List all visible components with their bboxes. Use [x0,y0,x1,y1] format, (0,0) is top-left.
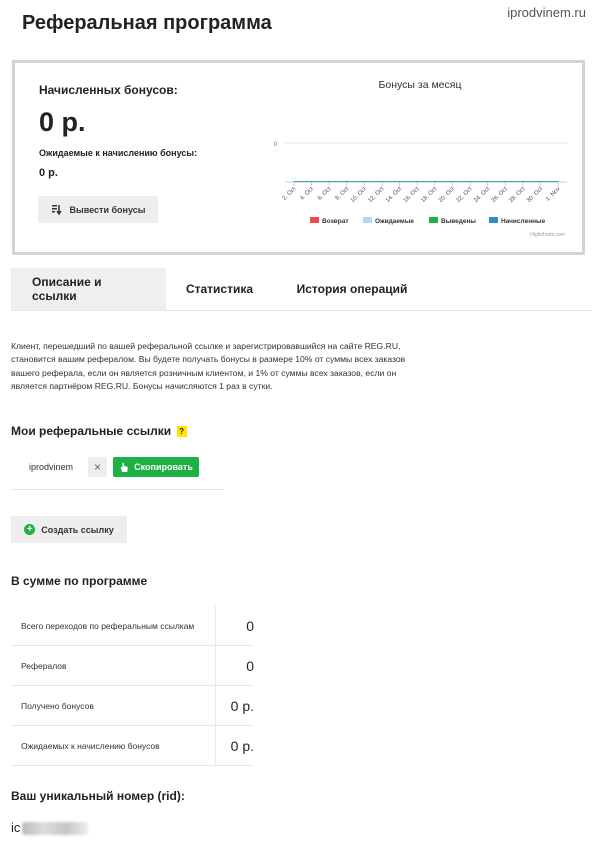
copy-link-label: Скопировать [134,462,193,472]
rid-redacted [22,822,88,835]
accrued-bonus-label: Начисленных бонусов: [39,83,178,97]
x-tick-label: 30. Oct [526,186,544,205]
table-row [11,606,254,646]
create-link-button[interactable] [11,516,127,543]
referral-links-title-text: Мои реферальные ссылки [11,424,172,438]
chart-title: Бонусы за месяц [378,79,462,91]
tabs-bar [11,268,592,311]
withdraw-bonus-button[interactable] [38,196,158,223]
summary-row-value: 0 р. [216,686,255,726]
summary-table [11,606,254,766]
x-tick-label: 14. Oct [385,186,403,205]
summary-row-label: Ожидаемых к начислению бонусов [11,726,216,766]
x-tick-label: 26. Oct [490,186,509,205]
x-tick-label: 1. Nov [545,186,562,203]
plus-circle-icon: + [24,524,35,535]
x-tick-label: 8. Oct [334,186,351,202]
bonus-panel [12,60,585,255]
legend-swatch [429,217,438,223]
withdraw-bonus-label: Вывести бонусы [69,204,146,215]
expected-bonus-value: 0 р. [39,167,58,179]
x-tick-label: 12. Oct [367,186,386,205]
expected-bonus-label: Ожидаемые к начислению бонусы: [39,148,198,158]
legend-label: Возврат [322,218,349,225]
rid-value: ic [11,820,21,835]
referral-link-name: iprodvinem [29,462,74,472]
summary-row-label: Рефералов [11,646,216,686]
x-tick-label: 28. Oct [508,186,527,205]
tab-statistics[interactable]: Статистика [185,282,254,296]
x-tick-label: 2. Oct [281,186,298,202]
x-tick-label: 20. Oct [437,186,456,205]
program-description: Клиент, перешедший по вашей реферальной ссылке и зарегистрировавшийся на сайте REG.RU, становится вашим рефералом. Вы будете получать бонусы в размере 10% от суммы всех заказов вашего реферала, если он является розничным клиентом, и 1% от суммы всех заказов, если он является партнёром REG.RU. Бонусы начисляются 1 раз в сутки. [11,341,406,392]
legend-label: Выведены [441,218,476,225]
summary-title: В сумме по программе [11,574,148,588]
referral-links-title [11,424,187,438]
tab-description-links[interactable]: Описание и ссылки [11,268,166,310]
summary-row-label: Получено бонусов [11,686,216,726]
legend-swatch [363,217,372,223]
accrued-bonus-value: 0 р. [39,107,86,137]
x-tick-label: 16. Oct [402,186,421,205]
rid-title: Ваш уникальный номер (rid): [11,789,185,803]
summary-row-value: 0 [216,646,255,686]
x-tick-label: 10. Oct [349,186,368,205]
x-tick-label: 18. Oct [420,186,439,205]
bonus-chart [255,71,575,243]
x-tick-label: 4. Oct [299,186,315,202]
copy-link-button[interactable] [113,457,199,477]
x-tick-label: 22. Oct [455,186,474,205]
y-tick-label: 0 [273,142,277,148]
summary-row-value: 0 [216,606,255,646]
page-title: Реферальная программа [22,12,272,34]
summary-row-value: 0 р. [216,726,255,766]
table-row [11,726,254,766]
copy-hand-icon [119,462,129,473]
help-icon[interactable]: ? [177,426,187,437]
table-row [11,686,254,726]
legend-swatch [489,217,498,223]
legend-swatch [310,217,319,223]
withdraw-icon [51,204,63,216]
x-tick-label: 24. Oct [473,186,492,205]
create-link-label: Создать ссылку [41,524,114,535]
summary-row-label: Всего переходов по реферальным ссылкам [11,606,216,646]
x-tick-label: 6. Oct [316,186,333,202]
watermark: iprodvinem.ru [507,5,586,20]
remove-link-button[interactable]: × [88,457,107,477]
chart-credits: Highcharts.com [530,232,565,238]
tab-operations-history[interactable]: История операций [296,282,408,296]
referral-link-row [11,454,224,490]
table-row [11,646,254,686]
legend-label: Начисленные [501,218,546,225]
legend-label: Ожидаемые [375,218,414,225]
